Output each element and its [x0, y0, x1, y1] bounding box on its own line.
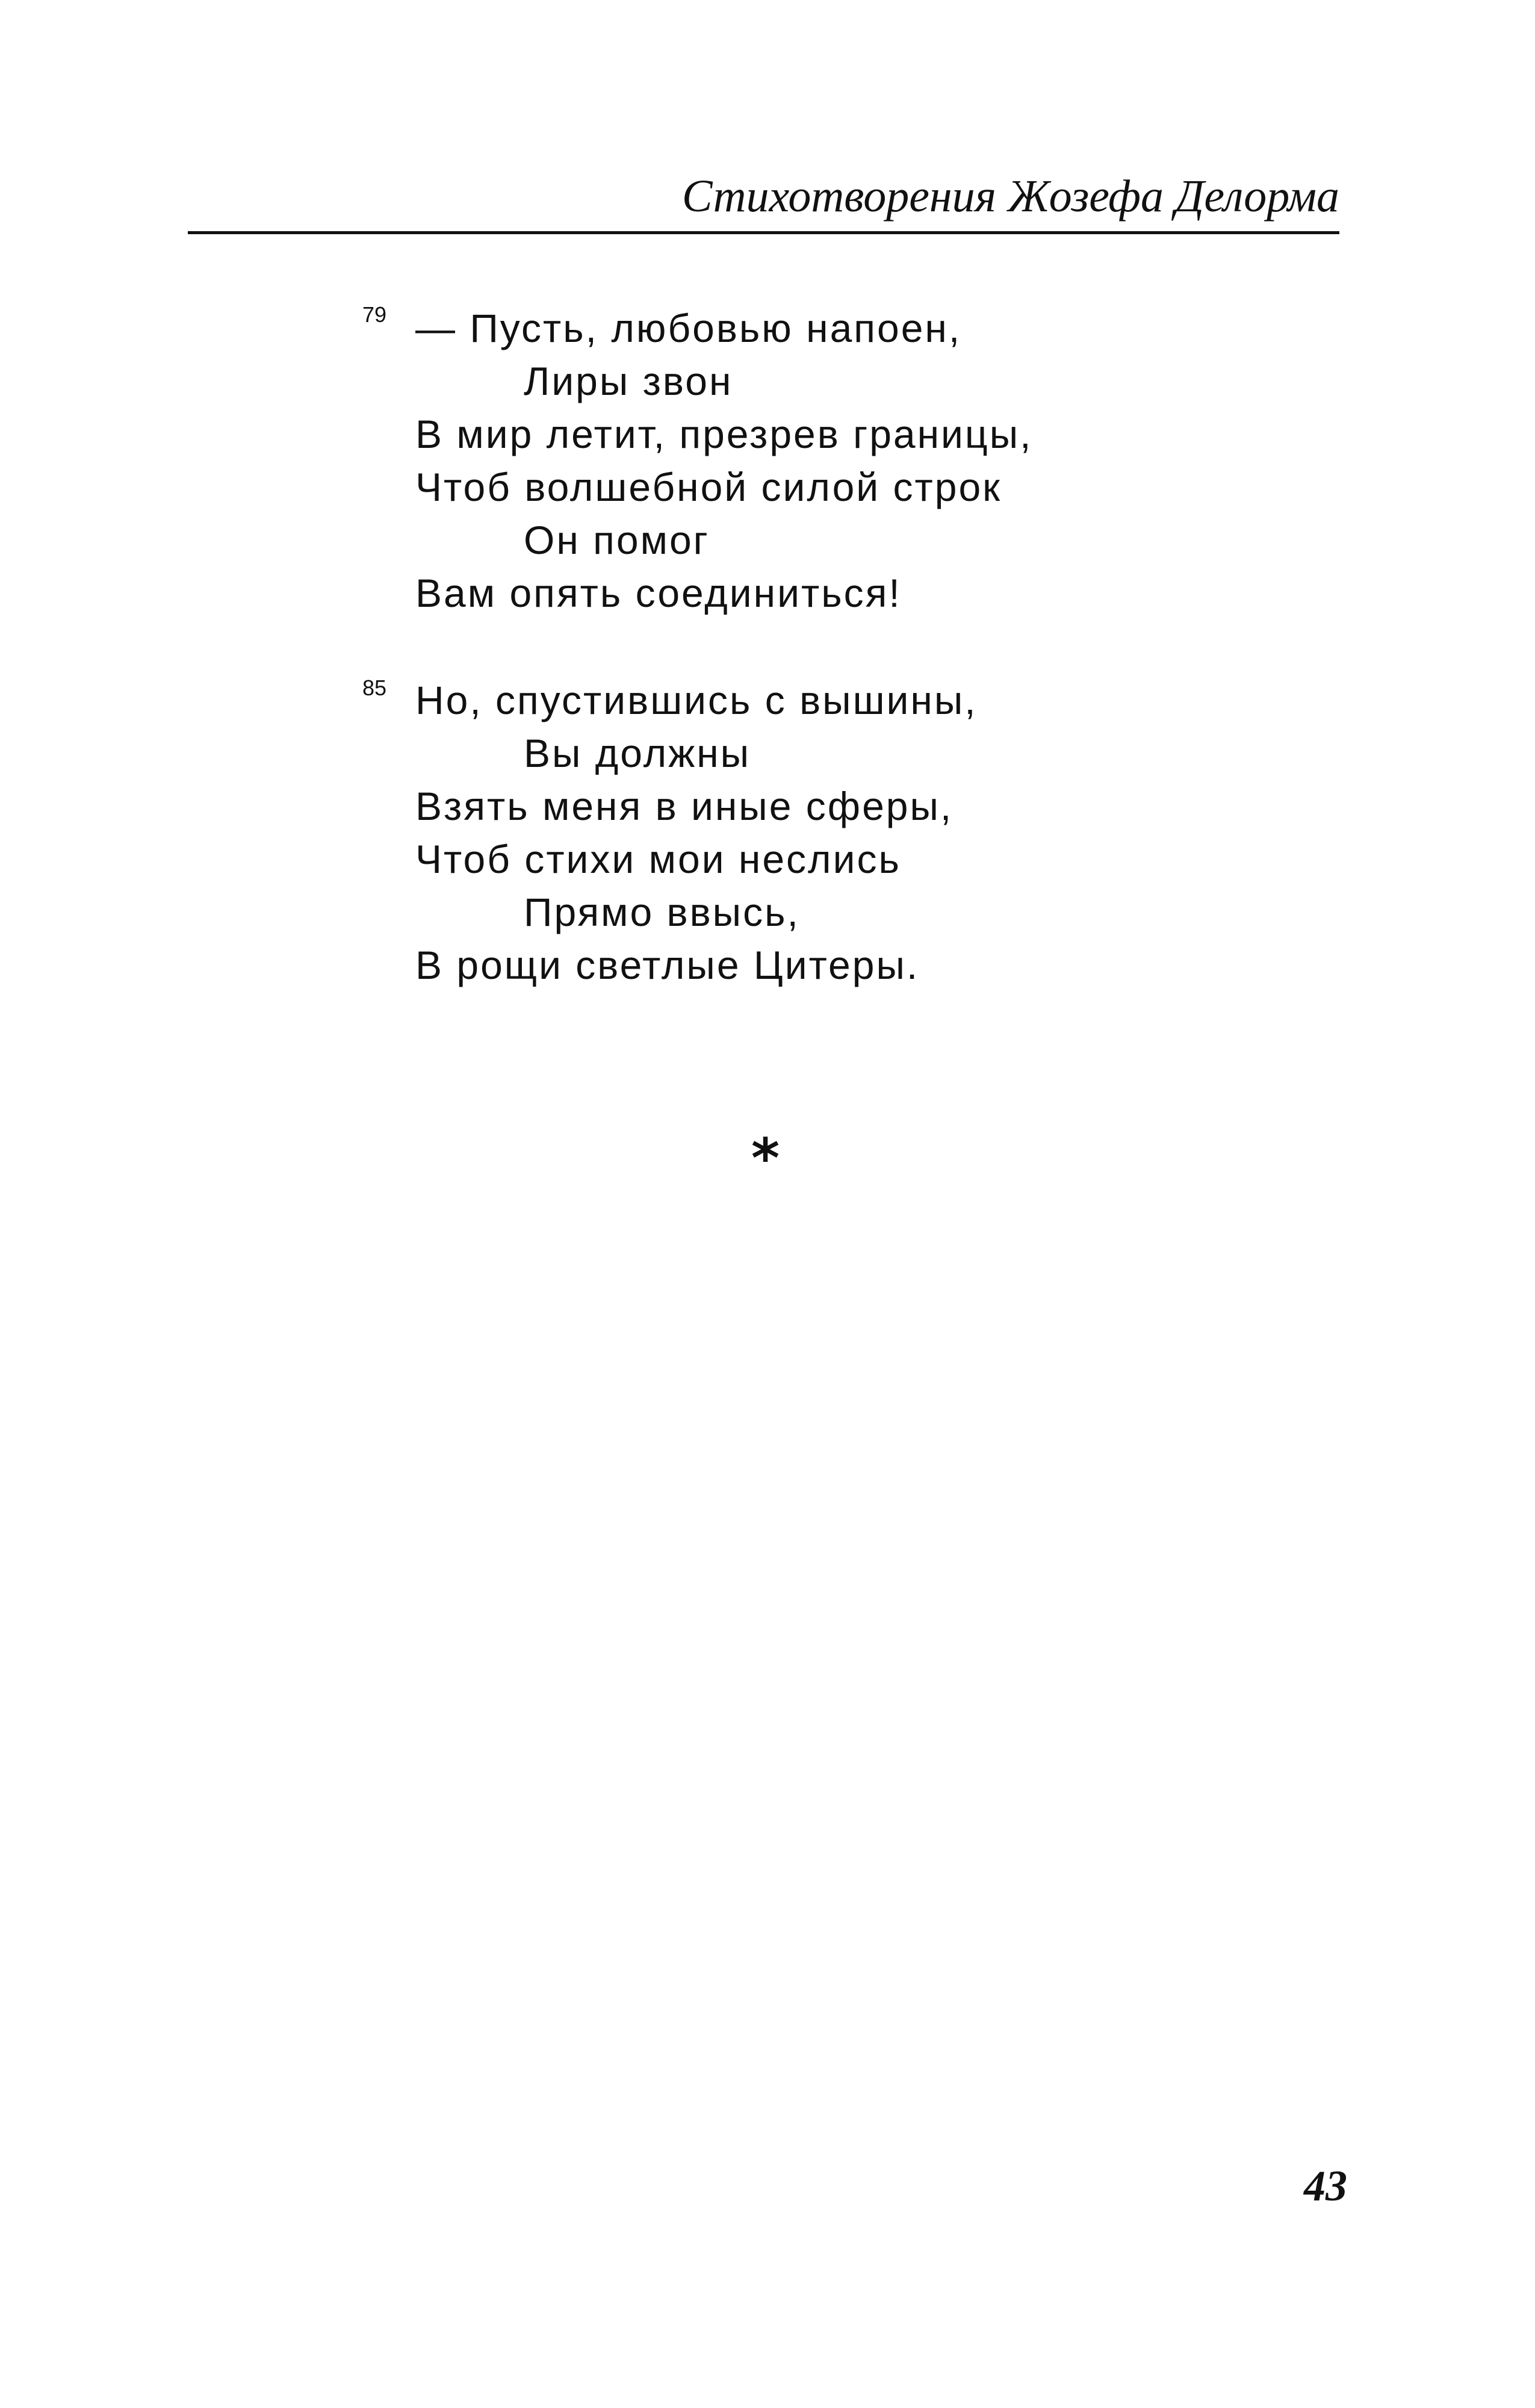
- poem-line: Взять меня в иные сферы,: [415, 784, 954, 828]
- page-number: 43: [1304, 2162, 1347, 2210]
- poem-line: Лиры звон: [524, 359, 733, 403]
- poem-line: В рощи светлые Цитеры.: [415, 943, 920, 987]
- poem-line: Чтоб стихи мои неслись: [415, 837, 901, 881]
- section-ornament-asterisk: *: [751, 1127, 780, 1190]
- poem-line: Вам опять соединиться!: [415, 571, 902, 615]
- line-number-85: 85: [362, 675, 387, 700]
- poem-line: В мир летит, презрев границы,: [415, 412, 1033, 456]
- poem-line: Но, спустившись с вышины,: [415, 678, 978, 722]
- header-rule: [188, 231, 1339, 234]
- line-number-79: 79: [362, 302, 387, 327]
- poem-line: Чтоб волшебной силой строк: [415, 465, 1002, 509]
- poem-line: Вы должны: [524, 731, 751, 775]
- poem-line: Он помог: [524, 518, 710, 562]
- poem-line: — Пусть, любовью напоен,: [415, 306, 962, 350]
- running-title: Стихотворения Жозефа Делорма: [681, 171, 1339, 222]
- poem-line: Прямо ввысь,: [524, 890, 800, 934]
